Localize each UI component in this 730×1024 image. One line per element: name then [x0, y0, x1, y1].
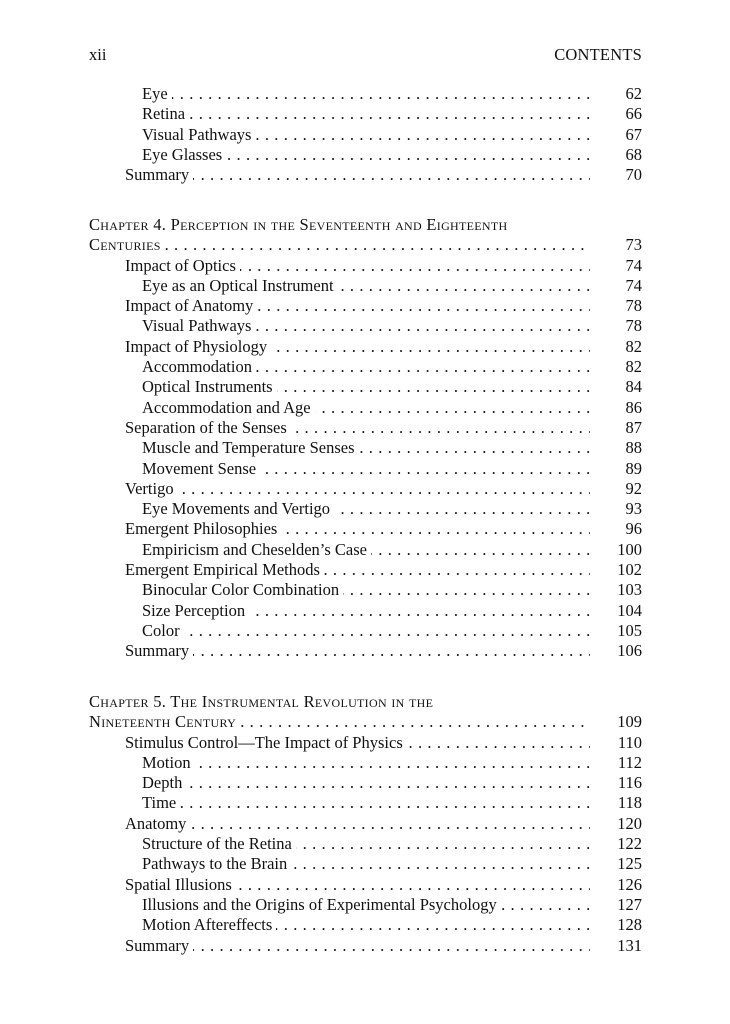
toc-entry-title: Retina [142, 104, 189, 123]
toc-entry-title: Stimulus Control—The Impact of Physics [125, 733, 407, 752]
toc-entry-page: 104 [617, 600, 642, 620]
toc-entry [89, 165, 642, 185]
toc-entry-title: Impact of Optics [125, 256, 240, 275]
toc-entry-title: Visual Pathways [142, 316, 255, 335]
toc-entry-page: 78 [625, 296, 642, 316]
chapter-5-page: 109 [617, 712, 642, 732]
toc-entry-title: Vertigo [125, 479, 178, 498]
toc-entry [89, 580, 642, 600]
toc-entry-title: Visual Pathways [142, 125, 255, 144]
page-folio: xii [89, 45, 107, 64]
toc-entry [89, 337, 642, 357]
toc-entry-page: 120 [617, 813, 642, 833]
toc-entry [89, 834, 642, 854]
toc-entry-title: Optical Instruments [142, 377, 277, 396]
toc-entry [89, 438, 642, 458]
toc-entry-title: Anatomy [125, 814, 190, 833]
chapter-4-page: 73 [625, 235, 642, 255]
toc-entry-title: Emergent Empirical Methods [125, 560, 324, 579]
toc-entry-page: 112 [617, 752, 642, 772]
toc-entry-title: Time [142, 793, 180, 812]
toc-chapter-4 [89, 215, 642, 662]
toc-entry [89, 601, 642, 621]
toc-entry-page: 86 [625, 397, 642, 417]
toc-entry-page: 106 [617, 641, 642, 661]
toc-entry-page: 88 [625, 438, 642, 458]
toc-entry [89, 793, 642, 813]
toc-entry-title: Eye Movements and Vertigo [142, 499, 334, 518]
toc-entry [89, 641, 642, 661]
toc-chapter-5 [89, 692, 642, 956]
toc-entry-title: Muscle and Temperature Senses [142, 438, 359, 457]
toc-entry [89, 875, 642, 895]
chapter-5-heading-continued [89, 712, 642, 732]
toc-entry-page: 102 [617, 560, 642, 580]
toc-entry-page: 82 [625, 336, 642, 356]
toc-entry-page: 96 [625, 519, 642, 539]
toc-entry-title: Accommodation and Age [142, 398, 315, 417]
toc-entry-page: 127 [617, 894, 642, 914]
toc-entry [89, 459, 642, 479]
toc-entry-page: 116 [617, 773, 642, 793]
chapter-5-entries [89, 733, 642, 956]
toc-entry-title: Eye Glasses [142, 145, 226, 164]
toc-entry [89, 814, 642, 834]
toc-entry [89, 895, 642, 915]
toc-entry-title: Accommodation [142, 357, 256, 376]
toc-entry [89, 560, 642, 580]
toc-entry [89, 357, 642, 377]
toc-entry-title: Depth [142, 773, 186, 792]
toc-entry [89, 621, 642, 641]
toc-entry-title: Impact of Physiology [125, 337, 271, 356]
toc-entry-title: Emergent Philosophies [125, 519, 281, 538]
toc-entry-title: Illusions and the Origins of Experimental Psychology [142, 895, 501, 914]
toc-entry [89, 276, 642, 296]
toc-entry-title: Binocular Color Combination [142, 580, 343, 599]
toc-entry [89, 104, 642, 124]
toc-entry [89, 499, 642, 519]
running-head: CONTENTS [554, 45, 642, 64]
toc-entry-page: 82 [625, 357, 642, 377]
toc-entry-title: Summary [125, 641, 193, 660]
toc-entry-page: 62 [625, 84, 642, 103]
toc-entry-page: 87 [625, 417, 642, 437]
toc-entry [89, 915, 642, 935]
toc-entry-page: 74 [625, 275, 642, 295]
toc-entry [89, 296, 642, 316]
toc-entry [89, 519, 642, 539]
toc-block-chapter3-tail [89, 84, 642, 185]
toc-entry [89, 377, 642, 397]
toc-entry-page: 89 [625, 458, 642, 478]
toc-entry [89, 398, 642, 418]
toc-entry [89, 733, 642, 753]
toc-entry-page: 100 [617, 539, 642, 559]
toc-entry-page: 68 [625, 144, 642, 164]
toc-entry-title: Empiricism and Cheselden’s Case [142, 540, 371, 559]
toc-entry-title: Spatial Illusions [125, 875, 236, 894]
toc-entry-title: Summary [125, 936, 193, 955]
chapter-4-heading-continued [89, 235, 642, 255]
chapter-5-heading: Chapter 5. The Instrumental Revolution in the [89, 692, 434, 711]
toc-entry-page: 84 [625, 377, 642, 397]
toc-entry-page: 92 [625, 478, 642, 498]
toc-entry-page: 74 [625, 255, 642, 275]
toc-entry-page: 131 [617, 935, 642, 955]
toc-entry-page: 125 [617, 854, 642, 874]
toc-entry-title: Pathways to the Brain [142, 854, 291, 873]
toc-entry-title: Structure of the Retina [142, 834, 296, 853]
toc-entry [89, 936, 642, 956]
toc-entry-page: 126 [617, 874, 642, 894]
toc-entry-title: Movement Sense [142, 459, 260, 478]
running-header [89, 42, 642, 68]
toc-entry [89, 256, 642, 276]
toc-entry-page: 103 [617, 580, 642, 600]
toc-entry-page: 122 [617, 834, 642, 854]
toc-entry [89, 479, 642, 499]
toc-entry [89, 773, 642, 793]
toc-entry-title: Separation of the Senses [125, 418, 291, 437]
toc-entry-page: 67 [625, 124, 642, 144]
toc-entry-title: Color [142, 621, 184, 640]
toc-entry [89, 125, 642, 145]
toc-entry [89, 84, 642, 104]
toc-entry [89, 854, 642, 874]
toc-entry-page: 105 [617, 620, 642, 640]
chapter-4-heading: Chapter 4. Perception in the Seventeenth and Eighteenth [89, 215, 508, 234]
toc-entry-title: Motion [142, 753, 195, 772]
toc-entry-title: Eye as an Optical Instrument [142, 276, 338, 295]
toc-entry-page: 93 [625, 499, 642, 519]
chapter-4-entries [89, 256, 642, 662]
toc-entry-title: Eye [142, 84, 172, 103]
toc-entry [89, 316, 642, 336]
toc-entry-page: 78 [625, 316, 642, 336]
toc-entry-page: 66 [625, 104, 642, 124]
toc-entry [89, 540, 642, 560]
toc-entry-title: Size Perception [142, 601, 249, 620]
chapter-5-heading-line2: Nineteenth Century [89, 712, 240, 731]
toc-entry [89, 753, 642, 773]
toc-entry-page: 118 [617, 793, 642, 813]
toc-entry [89, 145, 642, 165]
toc-entry-title: Summary [125, 165, 193, 184]
toc-entry-title: Impact of Anatomy [125, 296, 257, 315]
toc-entry-title: Motion Aftereffects [142, 915, 276, 934]
toc-entry-page: 110 [617, 732, 642, 752]
toc-entry [89, 418, 642, 438]
toc-entry-page: 70 [625, 165, 642, 185]
toc-entry-page: 128 [617, 915, 642, 935]
chapter-4-heading-line2: Centuries [89, 235, 165, 254]
